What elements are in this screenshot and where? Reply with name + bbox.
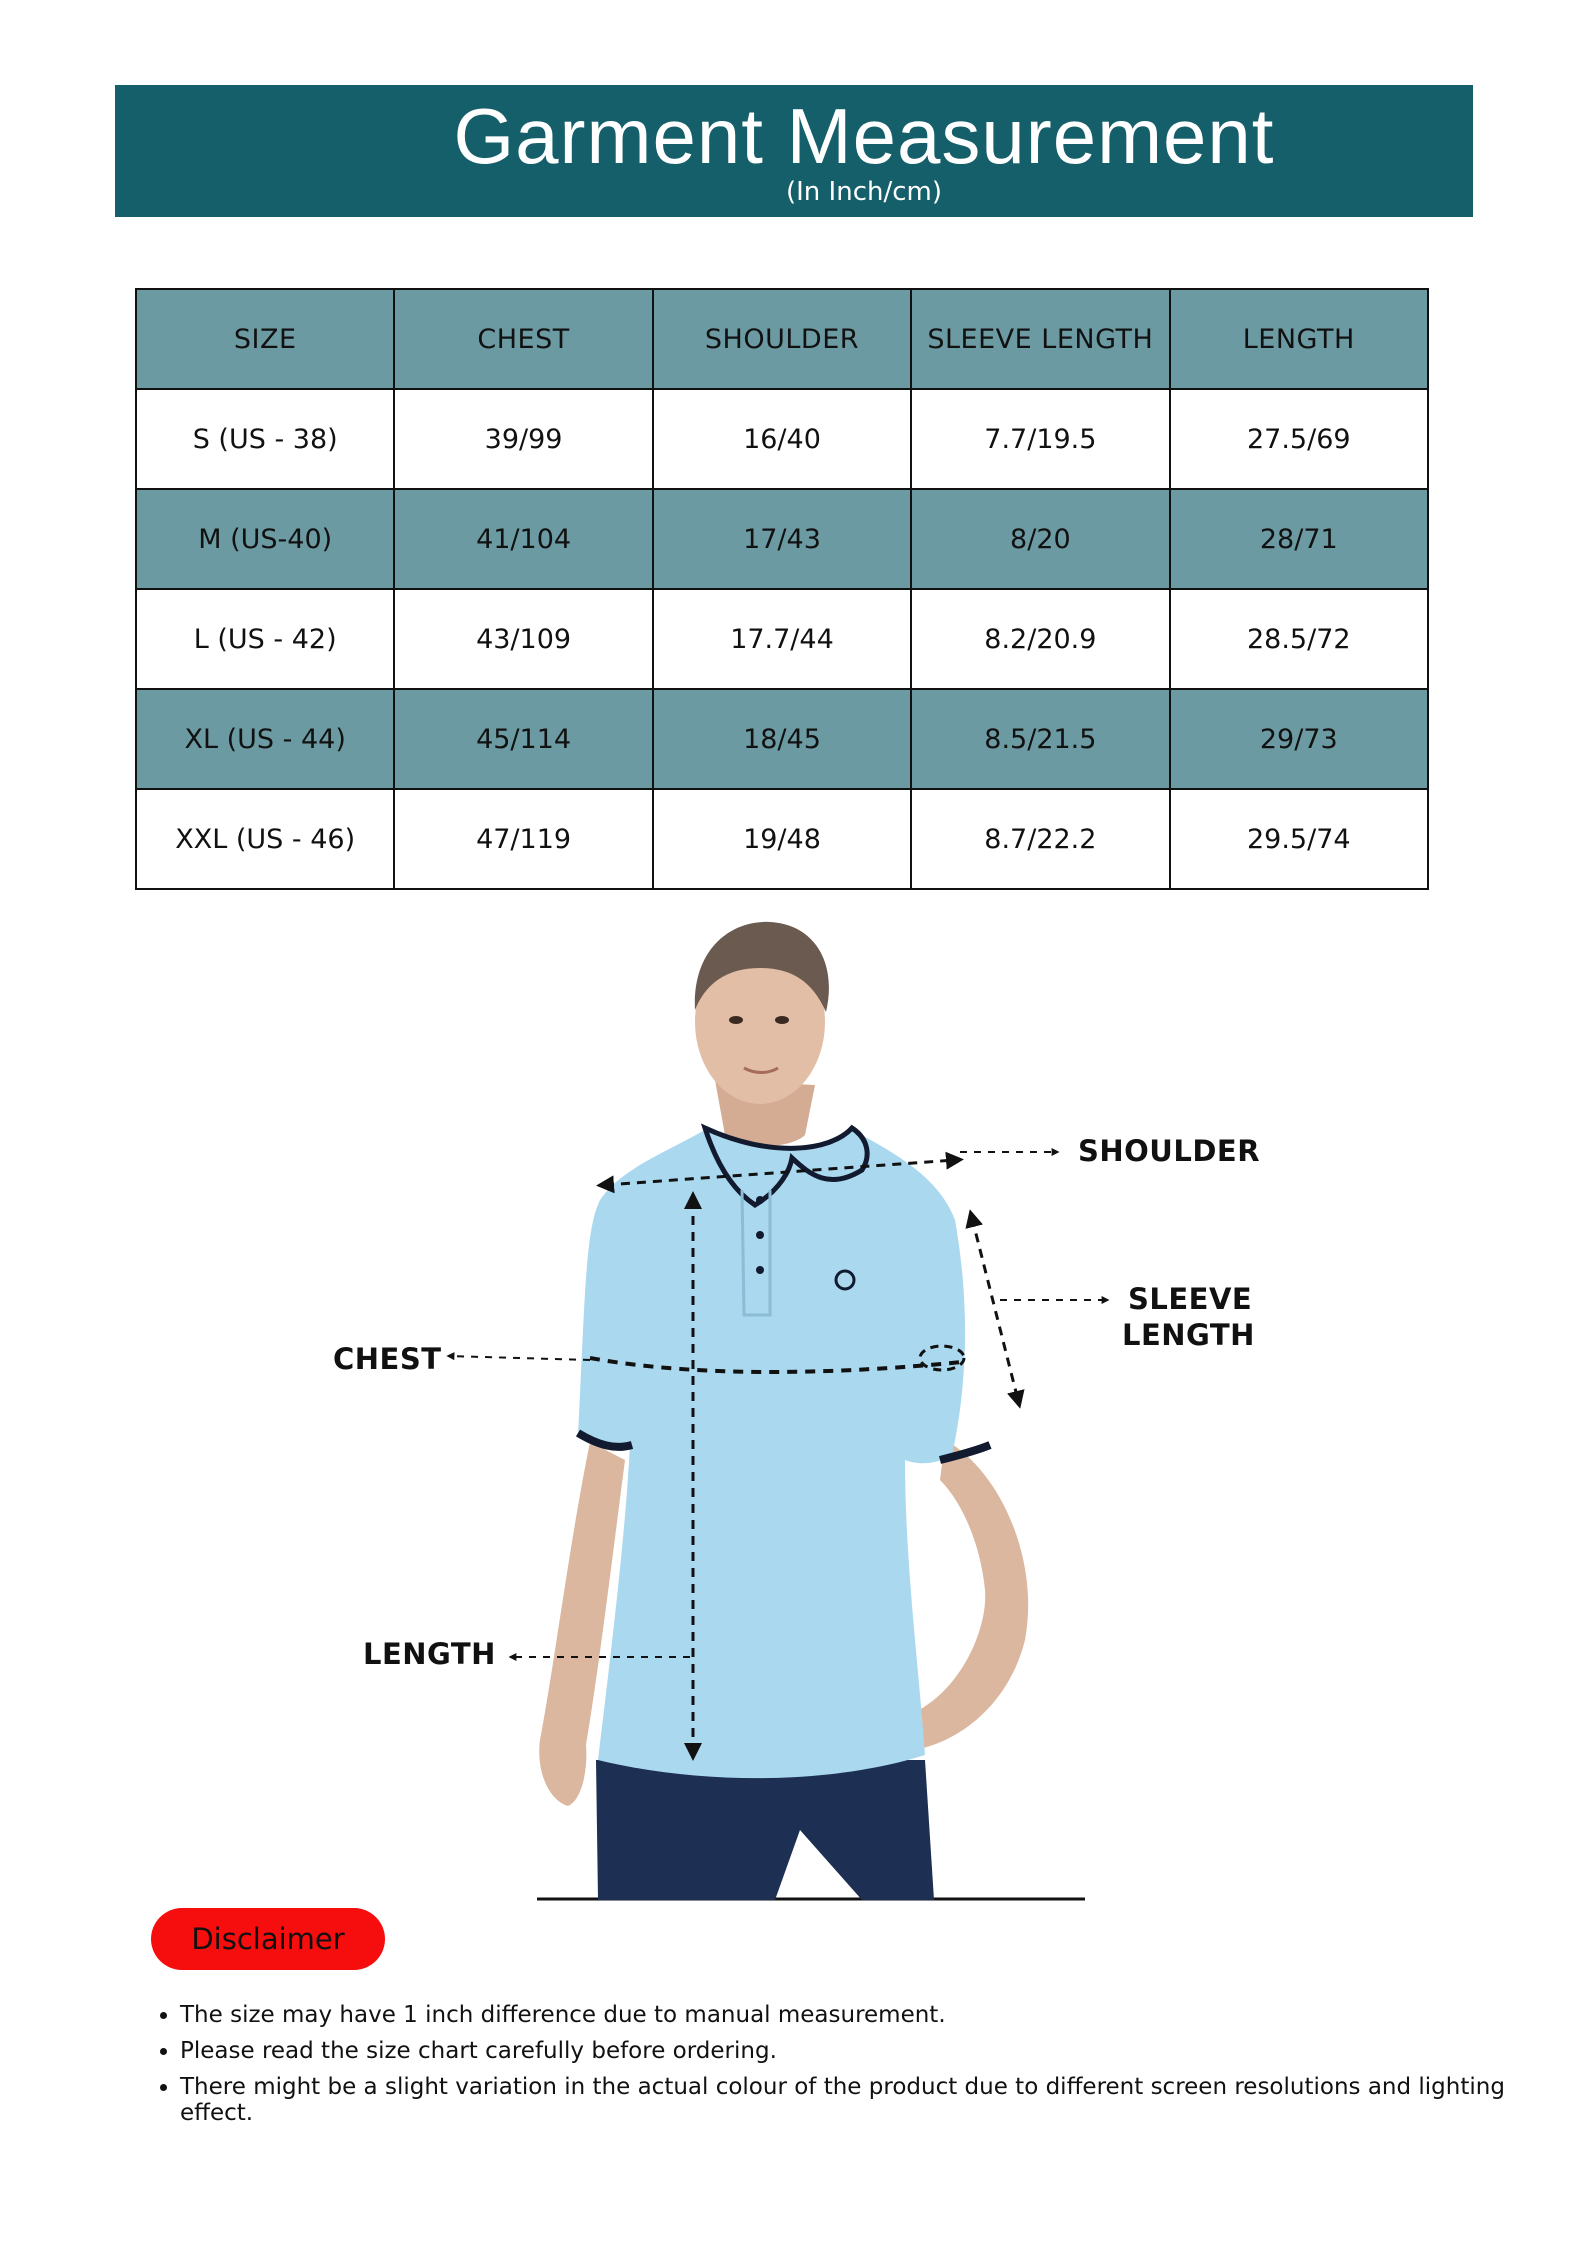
table-cell: 39/99 (394, 389, 652, 489)
column-header-shoulder: SHOULDER (653, 289, 911, 389)
header-banner (115, 85, 1473, 217)
table-cell: 8.7/22.2 (911, 789, 1169, 889)
table-cell: L (US - 42) (136, 589, 394, 689)
eye (729, 1016, 743, 1024)
list-item: • The size may have 1 inch difference due to manual measurement. (180, 2002, 1540, 2028)
chest-label: CHEST (333, 1342, 442, 1376)
table-cell: 8.5/21.5 (911, 689, 1169, 789)
disclaimer-notes (150, 2002, 1540, 2136)
table-row (136, 589, 1428, 689)
disclaimer-badge: Disclaimer (151, 1908, 385, 1970)
table-cell: 47/119 (394, 789, 652, 889)
table-cell: 27.5/69 (1170, 389, 1428, 489)
table-cell: 18/45 (653, 689, 911, 789)
measurement-figure (0, 900, 1583, 1920)
table-row (136, 689, 1428, 789)
table-cell: 19/48 (653, 789, 911, 889)
table-cell: 8/20 (911, 489, 1169, 589)
table-cell: XL (US - 44) (136, 689, 394, 789)
column-header-length: LENGTH (1170, 289, 1428, 389)
list-item: • Please read the size chart carefully before ordering. (180, 2038, 1540, 2064)
right-arm (903, 1440, 1028, 1750)
table-row (136, 489, 1428, 589)
table-cell: 41/104 (394, 489, 652, 589)
table-cell: 28/71 (1170, 489, 1428, 589)
chest-pointer (448, 1356, 590, 1360)
table-header-row (136, 289, 1428, 389)
size-chart-table (135, 288, 1429, 890)
sleeve-measure-line (972, 1218, 1018, 1400)
page-title: Garment Measurement (453, 92, 1275, 180)
table-cell: 43/109 (394, 589, 652, 689)
page-subtitle: (In Inch/cm) (786, 177, 942, 207)
table-cell: 8.2/20.9 (911, 589, 1169, 689)
button-icon (756, 1231, 764, 1239)
table-cell: M (US-40) (136, 489, 394, 589)
table-row (136, 389, 1428, 489)
table-cell: 45/114 (394, 689, 652, 789)
table-cell: 17.7/44 (653, 589, 911, 689)
shoulder-label: SHOULDER (1078, 1134, 1261, 1168)
button-icon (756, 1266, 764, 1274)
table-cell: 29/73 (1170, 689, 1428, 789)
table-cell: 29.5/74 (1170, 789, 1428, 889)
polo-shirt (578, 1130, 965, 1778)
column-header-chest: CHEST (394, 289, 652, 389)
model-illustration (0, 900, 1583, 1920)
table-cell: 28.5/72 (1170, 589, 1428, 689)
column-header-size: SIZE (136, 289, 394, 389)
sleeve-length-label-line1: SLEEVE (1128, 1282, 1253, 1316)
table-cell: S (US - 38) (136, 389, 394, 489)
trousers (596, 1760, 934, 1900)
table-cell: XXL (US - 46) (136, 789, 394, 889)
column-header-sleeve-length: SLEEVE LENGTH (911, 289, 1169, 389)
table-row (136, 789, 1428, 889)
sleeve-length-label-line2: LENGTH (1122, 1318, 1255, 1352)
table-cell: 17/43 (653, 489, 911, 589)
button-icon (756, 1196, 764, 1204)
table-cell: 7.7/19.5 (911, 389, 1169, 489)
table-cell: 16/40 (653, 389, 911, 489)
length-label: LENGTH (363, 1637, 496, 1671)
list-item: • There might be a slight variation in the actual colour of the product due to different screen resolutions and lighting effect. (180, 2074, 1540, 2126)
eye (775, 1016, 789, 1024)
